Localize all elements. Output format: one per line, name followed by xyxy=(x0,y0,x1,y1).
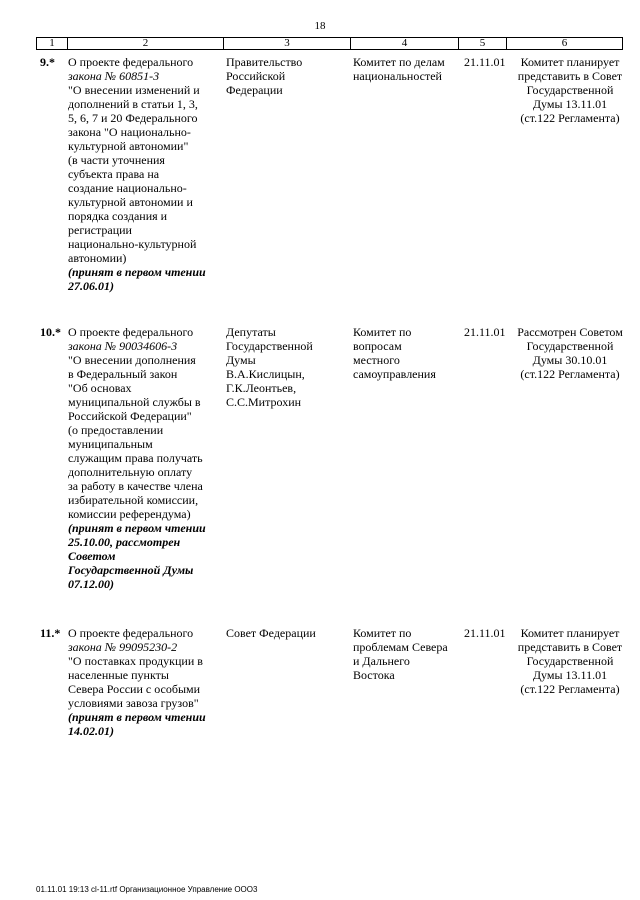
title-line: избирательной комиссии, xyxy=(68,493,199,507)
title-line: регистрации xyxy=(68,223,132,237)
column-header-table xyxy=(36,37,623,50)
status-line: Государственной xyxy=(526,339,614,353)
title-line: (о предоставлении xyxy=(68,423,164,437)
title-line: 07.12.00) xyxy=(68,577,114,591)
status-line: Думы 13.11.01 xyxy=(532,97,608,111)
initiator-line: Совет Федерации xyxy=(226,626,316,640)
title-line: 5, 6, 7 и 20 Федерального xyxy=(68,111,198,125)
title-line: 27.06.01) xyxy=(68,279,114,293)
status xyxy=(514,325,626,381)
status-line: Государственной xyxy=(526,654,614,668)
status xyxy=(514,55,626,125)
title-line: культурной автономии" xyxy=(68,139,189,153)
title-line: закона № 90034606-3 xyxy=(68,339,178,353)
bill-title xyxy=(68,55,220,293)
initiator xyxy=(226,55,330,97)
committee-line: вопросам xyxy=(353,339,402,353)
initiator-line: Государственной xyxy=(226,339,313,353)
column-header-2: 2 xyxy=(68,38,224,50)
title-line: закона "О национально- xyxy=(68,125,191,139)
title-line: закона № 99095230-2 xyxy=(68,640,178,654)
column-header-3: 3 xyxy=(224,38,351,50)
title-line: Российской Федерации" xyxy=(68,409,192,423)
title-line: населенные пункты xyxy=(68,668,169,682)
row-number: 10.* xyxy=(40,325,61,339)
status-line: Рассмотрен Советом xyxy=(517,325,623,339)
title-line: О проекте федерального xyxy=(68,626,194,640)
title-line: муниципальным xyxy=(68,437,153,451)
title-line: (принят в первом чтении xyxy=(68,710,206,724)
title-line: дополнений в статьи 1, 3, xyxy=(68,97,198,111)
title-line: Севера России с особыми xyxy=(68,682,201,696)
title-line: комиссии референдума) xyxy=(68,507,191,521)
title-line: О проекте федерального xyxy=(68,325,194,339)
status-line: Государственной xyxy=(526,83,614,97)
title-line: "О внесении дополнения xyxy=(68,353,196,367)
initiator-line: С.С.Митрохин xyxy=(226,395,302,409)
status-line: Комитет планирует xyxy=(520,626,620,640)
status-line: представить в Совет xyxy=(517,640,623,654)
title-line: 14.02.01) xyxy=(68,724,114,738)
committee-line: Комитет по xyxy=(353,325,412,339)
status xyxy=(514,626,626,696)
title-line: Советом xyxy=(68,549,116,563)
title-line: субъекта права на xyxy=(68,167,160,181)
committee-line: местного xyxy=(353,353,400,367)
title-line: за работу в качестве члена xyxy=(68,479,203,493)
status-line: (ст.122 Регламента) xyxy=(520,367,620,381)
title-line: "О внесении изменений и xyxy=(68,83,200,97)
date: 21.11.01 xyxy=(464,325,506,339)
initiator-line: Правительство xyxy=(226,55,303,69)
row-number: 11.* xyxy=(40,626,61,640)
title-line: порядка создания и xyxy=(68,209,168,223)
title-line: (принят в первом чтении xyxy=(68,265,206,279)
committee-line: самоуправления xyxy=(353,367,436,381)
committee xyxy=(353,55,459,83)
bill-title xyxy=(68,325,220,591)
status-line: (ст.122 Регламента) xyxy=(520,111,620,125)
committee-line: Востока xyxy=(353,668,395,682)
initiator-line: Федерации xyxy=(226,83,283,97)
column-header-6: 6 xyxy=(507,38,623,50)
column-header-1: 1 xyxy=(37,38,68,50)
committee-line: и Дальнего xyxy=(353,654,410,668)
committee xyxy=(353,325,459,381)
status-line: представить в Совет xyxy=(517,69,623,83)
committee-line: национальностей xyxy=(353,69,442,83)
bill-title xyxy=(68,626,220,738)
initiator-line: В.А.Кислицын, xyxy=(226,367,305,381)
committee-line: проблемам Севера xyxy=(353,640,448,654)
title-line: культурной автономии и xyxy=(68,195,193,209)
title-line: Государственной Думы xyxy=(68,563,194,577)
title-line: (в части уточнения xyxy=(68,153,165,167)
title-line: муниципальной службы в xyxy=(68,395,201,409)
initiator-line: Думы xyxy=(226,353,256,367)
footer-text: 01.11.01 19:13 cl-11.rtf Организационное Управление ООО3 xyxy=(36,885,258,894)
title-line: "О поставках продукции в xyxy=(68,654,203,668)
title-line: закона № 60851-3 xyxy=(68,69,160,83)
date: 21.11.01 xyxy=(464,626,506,640)
title-line: национально-культурной xyxy=(68,237,197,251)
title-line: О проекте федерального xyxy=(68,55,194,69)
initiator-line: Депутаты xyxy=(226,325,276,339)
column-header-4: 4 xyxy=(351,38,459,50)
committee xyxy=(353,626,459,682)
status-line: Комитет планирует xyxy=(520,55,620,69)
row-number: 9.* xyxy=(40,55,55,69)
title-line: создание национально- xyxy=(68,181,187,195)
committee-line: Комитет по делам xyxy=(353,55,445,69)
initiator xyxy=(226,325,330,409)
committee-line: Комитет по xyxy=(353,626,412,640)
status-line: Думы 13.11.01 xyxy=(532,668,608,682)
title-line: автономии) xyxy=(68,251,127,265)
status-line: (ст.122 Регламента) xyxy=(520,682,620,696)
column-header-5: 5 xyxy=(459,38,507,50)
date: 21.11.01 xyxy=(464,55,506,69)
title-line: дополнительную оплату xyxy=(68,465,193,479)
title-line: служащим права получать xyxy=(68,451,203,465)
page-number: 18 xyxy=(314,20,326,32)
status-line: Думы 30.10.01 xyxy=(532,353,608,367)
title-line: (принят в первом чтении xyxy=(68,521,206,535)
title-line: в Федеральный закон xyxy=(68,367,178,381)
title-line: 25.10.00, рассмотрен xyxy=(68,535,181,549)
title-line: условиями завоза грузов" xyxy=(68,696,199,710)
initiator-line: Г.К.Леонтьев, xyxy=(226,381,297,395)
initiator xyxy=(226,626,330,640)
title-line: "Об основах xyxy=(68,381,132,395)
initiator-line: Российской xyxy=(226,69,286,83)
column-header-row xyxy=(37,38,623,50)
